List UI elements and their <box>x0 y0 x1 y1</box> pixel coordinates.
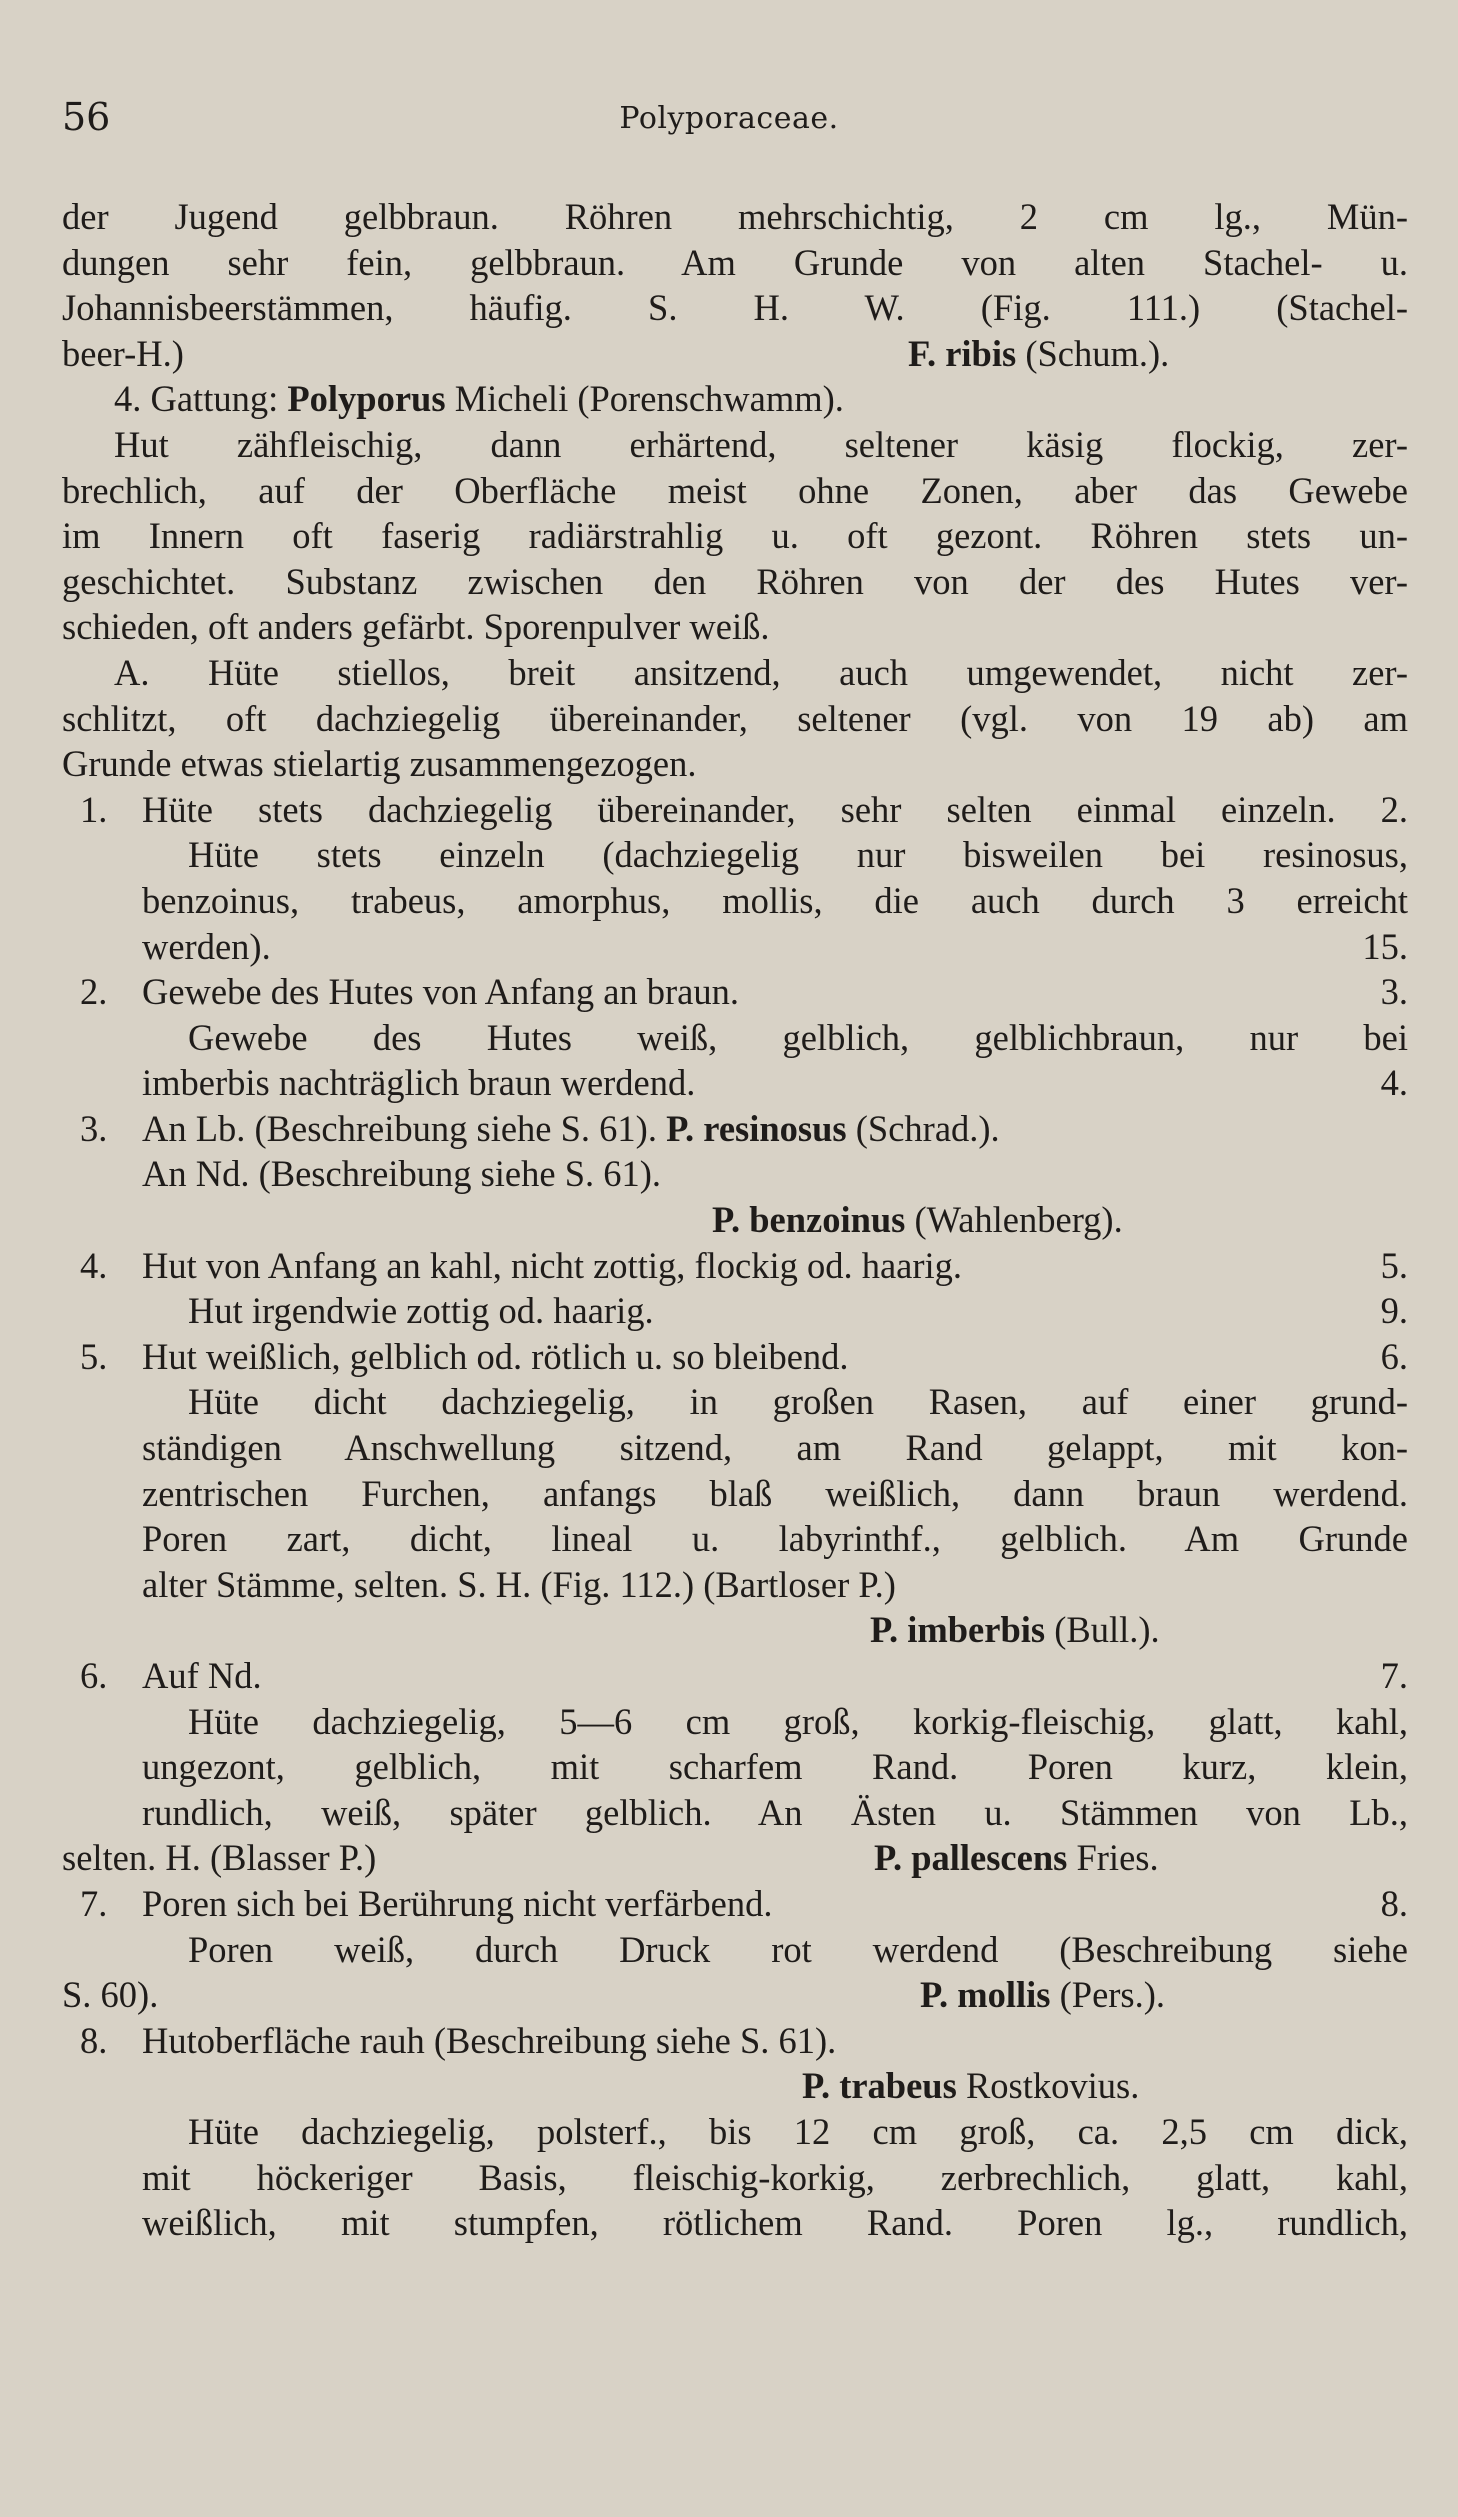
taxon-name: F. ribis <box>908 332 1017 374</box>
lead-number: 9. <box>1380 1290 1408 1332</box>
page-body <box>62 194 1408 2246</box>
line-text: schlitzt, oft dachziegelig übereinander, seltener (vgl. von 19 ab) am <box>62 697 1408 739</box>
line-text: Hut weißlich, gelblich od. rötlich u. so bleibend. <box>142 1335 849 1377</box>
species-name <box>874 1835 1159 1881</box>
taxon-name: Polyporus <box>287 378 446 420</box>
line-text: A. Hüte stiellos, breit ansitzend, auch umgewendet, nicht zer- <box>114 651 1408 693</box>
author-name: Rostkovius. <box>956 2065 1140 2107</box>
line-text: zentrischen Furchen, anfangs blaß weißlich, dann braun werdend. <box>142 1472 1408 1514</box>
taxon-name: P. pallescens <box>874 1837 1068 1879</box>
text-line <box>62 604 1408 650</box>
text-line <box>62 1334 1408 1380</box>
key-number: 8. <box>80 2019 108 2061</box>
line-text: 4. Gattung: <box>114 378 288 420</box>
line-text: Johannisbeerstämmen, häufig. S. H. W. (Fig. 111.) (Stachel- <box>62 287 1408 329</box>
lead-number: 7. <box>1380 1655 1408 1696</box>
line-text: Poren weiß, durch Druck rot werdend (Beschreibung siehe <box>188 1928 1408 1970</box>
line-text: brechlich, auf der Oberfläche meist ohne Zonen, aber das Gewebe <box>62 469 1408 511</box>
lead-number: 15. <box>1362 925 1408 967</box>
line-text: dungen sehr fein, gelbbraun. Am Grunde von alten Stachel- u. <box>62 241 1408 283</box>
text-line <box>62 1516 1408 1562</box>
line-text: benzoinus, trabeus, amorphus, mollis, die auch durch 3 erreicht <box>142 879 1408 921</box>
text-line <box>62 2018 1408 2064</box>
line-text: Grunde etwas stielartig zusammengezogen. <box>62 743 697 785</box>
line-text: beer-H.) <box>62 332 184 374</box>
text-line <box>62 741 1408 787</box>
text-line <box>62 878 1408 924</box>
text-line <box>62 2063 1408 2109</box>
line-text: An Lb. (Beschreibung siehe S. 61). <box>142 1107 667 1149</box>
line-text: Hüte stets dachziegelig übereinander, sehr selten einmal einzeln. 2. <box>142 788 1408 830</box>
line-text: alter Stämme, selten. S. H. (Fig. 112.) (Bartloser P.) <box>142 1563 896 1605</box>
line-text: Hüte stets einzeln (dachziegelig nur bisweilen bei resinosus, <box>188 834 1408 876</box>
line-text: Hüte dachziegelig, polsterf., bis 12 cm groß, ca. 2,5 cm dick, <box>188 2110 1408 2152</box>
key-number: 5. <box>80 1335 108 1377</box>
text-line <box>62 924 1408 970</box>
key-number: 4. <box>80 1244 108 1286</box>
lead-number: 4. <box>1380 1062 1408 1104</box>
text-line <box>62 2200 1408 2246</box>
key-number: 2. <box>80 971 108 1013</box>
text-line <box>62 1471 1408 1517</box>
author-name: (Bull.). <box>1045 1609 1160 1651</box>
text-line <box>62 376 1408 422</box>
line-text: rundlich, weiß, später gelblich. An Ästen u. Stämmen von Lb., <box>142 1791 1408 1833</box>
text-line <box>62 1562 1408 1608</box>
line-text: schieden, oft anders gefärbt. Sporenpulver weiß. <box>62 606 770 648</box>
page-header <box>0 92 1458 142</box>
line-text: der Jugend gelbbraun. Röhren mehrschichtig, 2 cm lg., Mün- <box>62 196 1408 237</box>
text-line <box>62 1151 1408 1197</box>
line-text-after: Micheli (Porenschwamm). <box>445 378 844 420</box>
line-text: Hutoberfläche rauh (Beschreibung siehe S. 61). <box>142 2019 837 2061</box>
lead-number: 6. <box>1380 1335 1408 1377</box>
page-number: 56 <box>62 95 111 139</box>
species-name <box>712 1197 1123 1243</box>
line-text: selten. H. (Blasser P.) <box>62 1837 377 1879</box>
text-line <box>62 2155 1408 2201</box>
taxon-name: P. mollis <box>920 1974 1051 2016</box>
text-line <box>62 1197 1408 1243</box>
running-title: Polyporaceae. <box>619 101 839 136</box>
line-text: ungezont, gelblich, mit scharfem Rand. Poren kurz, klein, <box>142 1746 1408 1788</box>
key-number: 3. <box>80 1107 108 1149</box>
taxon-name: P. imberbis <box>870 1609 1046 1651</box>
line-text: werden). <box>142 925 271 967</box>
line-text: Auf Nd. <box>142 1655 262 1696</box>
text-line <box>62 969 1408 1015</box>
text-line <box>62 559 1408 605</box>
text-line <box>62 1653 1408 1699</box>
text-line <box>62 1972 1408 2018</box>
line-text: Hut von Anfang an kahl, nicht zottig, flockig od. haarig. <box>142 1244 963 1286</box>
lead-number: 8. <box>1380 1882 1408 1924</box>
text-line <box>62 696 1408 742</box>
author-name: (Schum.). <box>1016 332 1170 374</box>
taxon-name: P. resinosus <box>666 1107 847 1149</box>
line-text: Hüte dachziegelig, 5—6 cm groß, korkig-fleischig, glatt, kahl, <box>188 1700 1408 1742</box>
text-line <box>62 1927 1408 1973</box>
line-text: S. 60). <box>62 1974 159 2016</box>
line-text: Hut zähfleischig, dann erhärtend, seltener käsig flockig, zer- <box>114 423 1408 465</box>
text-line <box>62 1106 1408 1152</box>
text-line <box>62 787 1408 833</box>
text-line <box>62 513 1408 559</box>
line-text: geschichtet. Substanz zwischen den Röhren von der des Hutes ver- <box>62 560 1408 602</box>
taxon-name: P. benzoinus <box>712 1199 906 1241</box>
line-text: Gewebe des Hutes von Anfang an braun. <box>142 971 740 1013</box>
text-line <box>62 1744 1408 1790</box>
text-line <box>62 1790 1408 1836</box>
species-name <box>802 2063 1139 2109</box>
line-text: weißlich, mit stumpfen, rötlichem Rand. Poren lg., rundlich, <box>142 2202 1408 2244</box>
line-text: Hüte dicht dachziegelig, in großen Rasen, auf einer grund- <box>188 1381 1408 1423</box>
text-line <box>62 1425 1408 1471</box>
author-name: Fries. <box>1067 1837 1159 1879</box>
lead-number: 5. <box>1380 1244 1408 1286</box>
text-line <box>62 1243 1408 1289</box>
line-text: Gewebe des Hutes weiß, gelblich, gelblichbraun, nur bei <box>188 1016 1408 1058</box>
line-text: Poren sich bei Berührung nicht verfärbend. <box>142 1882 773 1924</box>
species-name <box>870 1607 1160 1653</box>
text-line <box>62 240 1408 286</box>
text-line <box>62 1379 1408 1425</box>
key-number: 7. <box>80 1882 108 1924</box>
key-number: 6. <box>80 1655 108 1696</box>
text-line <box>62 1699 1408 1745</box>
author-name: (Pers.). <box>1050 1974 1166 2016</box>
line-text: An Nd. (Beschreibung siehe S. 61). <box>142 1153 662 1195</box>
text-line <box>62 194 1408 240</box>
text-line <box>62 1835 1408 1881</box>
text-line <box>62 331 1408 377</box>
taxon-name: P. trabeus <box>802 2065 957 2107</box>
species-name <box>920 1972 1165 2018</box>
text-line <box>62 650 1408 696</box>
line-text: ständigen Anschwellung sitzend, am Rand gelappt, mit kon- <box>142 1427 1408 1469</box>
text-line <box>62 1015 1408 1061</box>
line-text: imberbis nachträglich braun werdend. <box>142 1062 696 1104</box>
line-text: Poren zart, dicht, lineal u. labyrinthf., gelblich. Am Grunde <box>142 1518 1408 1560</box>
key-number: 1. <box>80 788 108 830</box>
text-line <box>62 2109 1408 2155</box>
text-line <box>62 1881 1408 1927</box>
line-text-after: (Schrad.). <box>846 1107 1000 1149</box>
lead-number: 3. <box>1380 971 1408 1013</box>
line-text: mit höckeriger Basis, fleischig-korkig, zerbrechlich, glatt, kahl, <box>142 2156 1408 2198</box>
text-line <box>62 1060 1408 1106</box>
line-text: Hut irgendwie zottig od. haarig. <box>188 1290 654 1332</box>
author-name: (Wahlenberg). <box>905 1199 1123 1241</box>
text-line <box>62 468 1408 514</box>
text-line <box>62 1288 1408 1334</box>
text-line <box>62 1607 1408 1653</box>
text-line <box>62 832 1408 878</box>
text-line <box>62 285 1408 331</box>
line-text: im Innern oft faserig radiärstrahlig u. oft gezont. Röhren stets un- <box>62 515 1408 557</box>
text-line <box>62 422 1408 468</box>
species-name <box>908 331 1169 377</box>
